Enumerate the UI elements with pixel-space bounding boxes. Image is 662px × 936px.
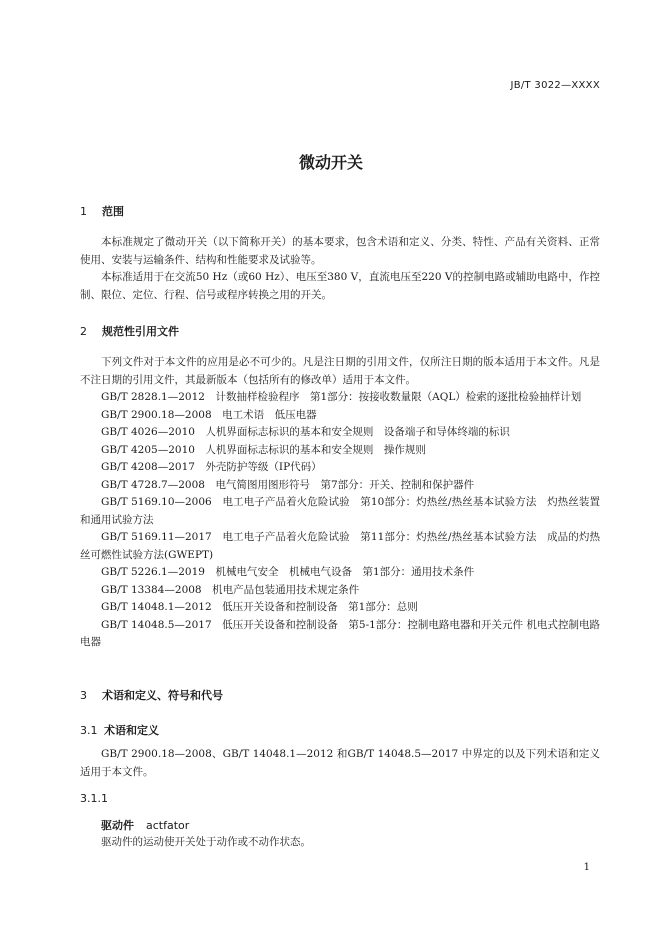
reference-item: GB/T 5169.10—2006 电工电子产品着火危险试验 第10部分：灼热丝/热丝基本试验方法 灼热丝装置和通用试验方法 — [80, 496, 600, 526]
term-name-zh: 驱动件 — [101, 819, 134, 832]
scope-paragraph-2: 本标准适用于在交流50 Hz（或60 Hz）、电压至380 V，直流电压至220 V的控制电路或辅助电路中，作控制、限位、定位、行程、信号或程序转换之用的开关。 — [80, 271, 600, 301]
normative-intro: 下列文件对于本文件的应用是必不可少的。凡是注日期的引用文件，仅所注日期的版本适用于本文件。凡是不注日期的引用文件，其最新版本（包括所有的修改单）适用于本文件。 — [80, 356, 600, 386]
standard-code: JB/T 3022—XXXX — [510, 80, 600, 91]
subsection-title: 术语和定义 — [104, 724, 159, 737]
reference-item: GB/T 5226.1—2019 机械电气安全 机械电气设备 第1部分：通用技术条件 — [101, 566, 475, 578]
reference-item: GB/T 4208—2017 外壳防护等级（IP代码） — [101, 461, 322, 473]
subsection-number: 3.1 — [80, 724, 98, 737]
reference-item: GB/T 2828.1—2012 计数抽样检验程序 第1部分：按接收数量限（AQL）检索的逐批检验抽样计划 — [101, 391, 582, 403]
document-title: 微动开关 — [298, 153, 363, 172]
reference-item: GB/T 4205—2010 人机界面标志标识的基本和安全规则 操作规则 — [101, 443, 426, 456]
section-number: 1 — [80, 205, 87, 218]
reference-item: GB/T 14048.1—2012 低压开关设备和控制设备 第1部分：总则 — [101, 601, 418, 613]
reference-item: GB/T 14048.5—2017 低压开关设备和控制设备 第5-1部分：控制电路电器和开关元件 机电式控制电路电器 — [80, 618, 600, 648]
section-number: 2 — [80, 325, 87, 338]
section-heading-normative — [80, 323, 179, 339]
term-definition: 驱动件的运动使开关处于动作或不动作状态。 — [101, 836, 311, 848]
reference-item: GB/T 4728.7—2008 电气简图用图形符号 第7部分：开关、控制和保护器件 — [101, 478, 475, 491]
term-number: 3.1.1 — [80, 792, 108, 805]
section-number: 3 — [80, 689, 87, 702]
reference-item: GB/T 2900.18—2008 电工术语 低压电器 — [101, 408, 317, 421]
reference-item: GB/T 13384—2008 机电产品包装通用技术规定条件 — [101, 583, 360, 596]
section-title: 术语和定义、符号和代号 — [102, 689, 223, 702]
section-heading-terms — [80, 687, 223, 703]
terms-intro: GB/T 2900.18—2008、GB/T 14048.1—2012 和GB/T 14048.5—2017 中界定的以及下列术语和定义适用于本文件。 — [80, 748, 600, 778]
subsection-heading-terms-definitions — [80, 722, 159, 738]
reference-list — [80, 389, 600, 652]
section-title: 范围 — [102, 205, 124, 218]
reference-item: GB/T 5169.11—2017 电工电子产品着火危险试验 第11部分：灼热丝/热丝基本试验方法 成品的灼热丝可燃性试验方法(GWEPT) — [80, 531, 600, 561]
section-title: 规范性引用文件 — [102, 325, 179, 338]
term-name-en: actfator — [146, 819, 190, 832]
page-number: 1 — [583, 862, 590, 873]
reference-item: GB/T 4026—2010 人机界面标志标识的基本和安全规则 设备端子和导体终端的标识 — [101, 426, 510, 438]
term-entry — [101, 817, 189, 833]
section-heading-scope — [80, 203, 124, 219]
scope-paragraph-1: 本标准规定了微动开关（以下简称开关）的基本要求，包含术语和定义、分类、特性、产品有关资料、正常使用、安装与运输条件、结构和性能要求及试验等。 — [80, 236, 600, 266]
